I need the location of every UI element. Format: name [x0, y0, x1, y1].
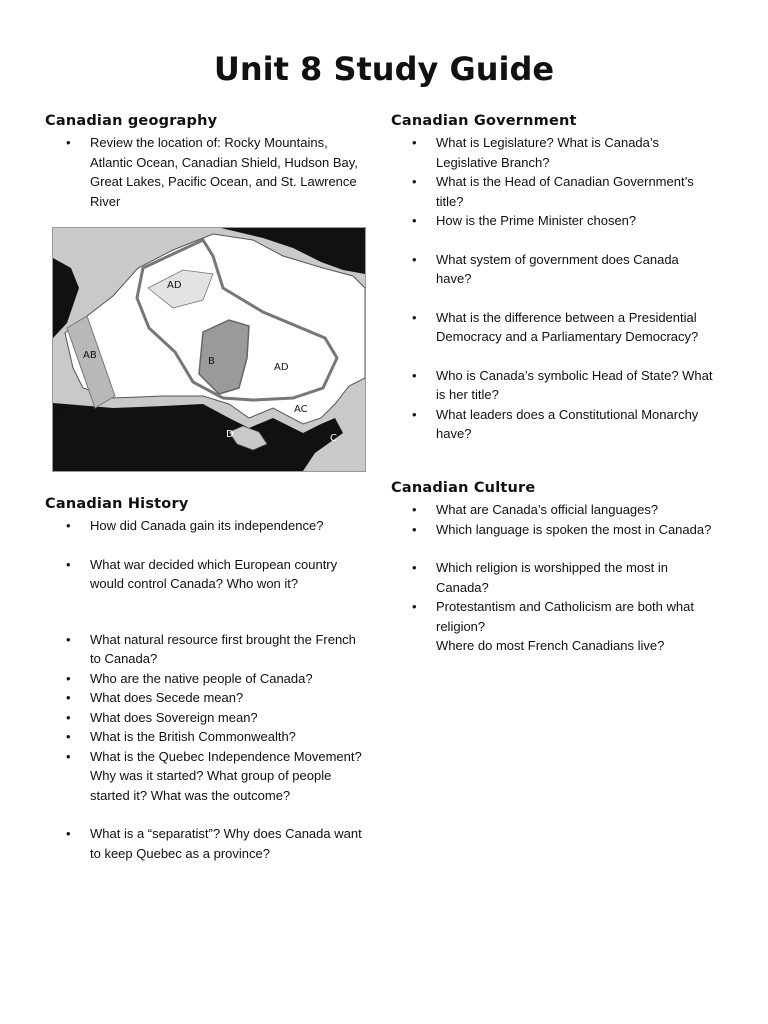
list-item: • Which language is spoken the most in Canada? — [391, 520, 716, 540]
bullet-icon: • — [66, 631, 71, 647]
list-item: • Protestantism and Catholicism are both what religion? Where do most French Canadians live? — [391, 597, 716, 656]
bullet-icon: • — [66, 709, 71, 725]
bullet-icon: • — [412, 599, 417, 614]
list-item: • What is the British Commonwealth? — [45, 727, 370, 747]
culture-list — [391, 500, 721, 656]
bullet-icon: • — [66, 670, 71, 686]
government-heading: Canadian Government — [391, 113, 577, 129]
geography-list — [45, 133, 375, 211]
bullet-icon: • — [412, 560, 417, 575]
map-label: B — [208, 356, 215, 367]
government-section — [391, 113, 721, 444]
bullet-icon: • — [412, 502, 417, 517]
page-title: Unit 8 Study Guide — [213, 50, 555, 88]
list-item: • How is the Prime Minister chosen? — [391, 211, 716, 231]
bullet-icon: • — [66, 729, 71, 744]
bullet-icon: • — [412, 251, 417, 267]
bullet-icon: • — [412, 135, 417, 150]
map-label: AC — [294, 404, 308, 415]
history-list — [45, 516, 375, 863]
bullet-icon: • — [66, 518, 71, 533]
culture-section — [391, 480, 721, 656]
list-item: • Who are the native people of Canada? — [45, 669, 370, 689]
map-label: C — [330, 433, 337, 444]
history-section — [45, 496, 375, 863]
bullet-icon: • — [412, 521, 417, 537]
list-item: • What is the Quebec Independence Movement? Why was it started? What group of people started it? What was the outcome? — [66, 748, 362, 803]
canada-map — [52, 227, 366, 472]
bullet-icon: • — [66, 690, 71, 705]
list-item: • What natural resource first brought the French to Canada? — [66, 631, 356, 666]
list-item: • What does Sovereign mean? — [45, 708, 370, 728]
list-item: • How did Canada gain its independence? — [45, 516, 370, 536]
list-item: • Who is Canada’s symbolic Head of State? What is her title? — [412, 367, 713, 402]
list-item: • Which religion is worshipped the most in Canada? — [412, 560, 668, 595]
map-label: A — [57, 409, 64, 420]
bullet-icon: • — [412, 367, 417, 383]
bullet-icon: • — [412, 174, 417, 189]
bullet-icon: • — [412, 309, 417, 325]
map-label: D — [226, 429, 234, 440]
list-item: • What are Canada’s official languages? — [391, 500, 716, 520]
list-item: • What leaders does a Constitutional Monarchy have? — [412, 406, 699, 441]
bullet-icon: • — [66, 826, 71, 841]
bullet-icon: • — [66, 135, 71, 150]
bullet-icon: • — [66, 748, 71, 764]
bullet-icon: • — [412, 406, 417, 422]
list-item: • What is Legislature? What is Canada’s Legislative Branch? — [412, 135, 660, 170]
culture-heading: Canadian Culture — [391, 480, 536, 496]
geography-section — [45, 113, 375, 211]
list-item: • What is the Head of Canadian Government’s title? — [412, 174, 694, 209]
list-item: • What is a “separatist”? Why does Canada want to keep Quebec as a province? — [66, 826, 362, 861]
geography-heading: Canadian geography — [45, 113, 218, 129]
history-heading: Canadian History — [45, 496, 189, 512]
bullet-icon: • — [412, 213, 417, 228]
bullet-icon: • — [66, 556, 71, 572]
list-item: • What system of government does Canada have? — [412, 251, 679, 286]
list-item: • What is the difference between a Presidential Democracy and a Parliamentary Democracy? — [412, 309, 699, 344]
list-item: • Review the location of: Rocky Mountains, Atlantic Ocean, Canadian Shield, Hudson Bay, Great Lakes, Pacific Ocean, and St. Lawrence River — [66, 135, 358, 209]
map-label: AD — [167, 280, 182, 291]
government-list — [391, 133, 721, 444]
list-item: • What war decided which European country would control Canada? Who won it? — [66, 556, 338, 591]
list-item: • What does Secede mean? — [45, 688, 370, 708]
map-label: AB — [83, 350, 97, 361]
culture-extra-line: Where do most French Canadians live? — [436, 638, 665, 653]
map-label: AD — [274, 362, 289, 373]
